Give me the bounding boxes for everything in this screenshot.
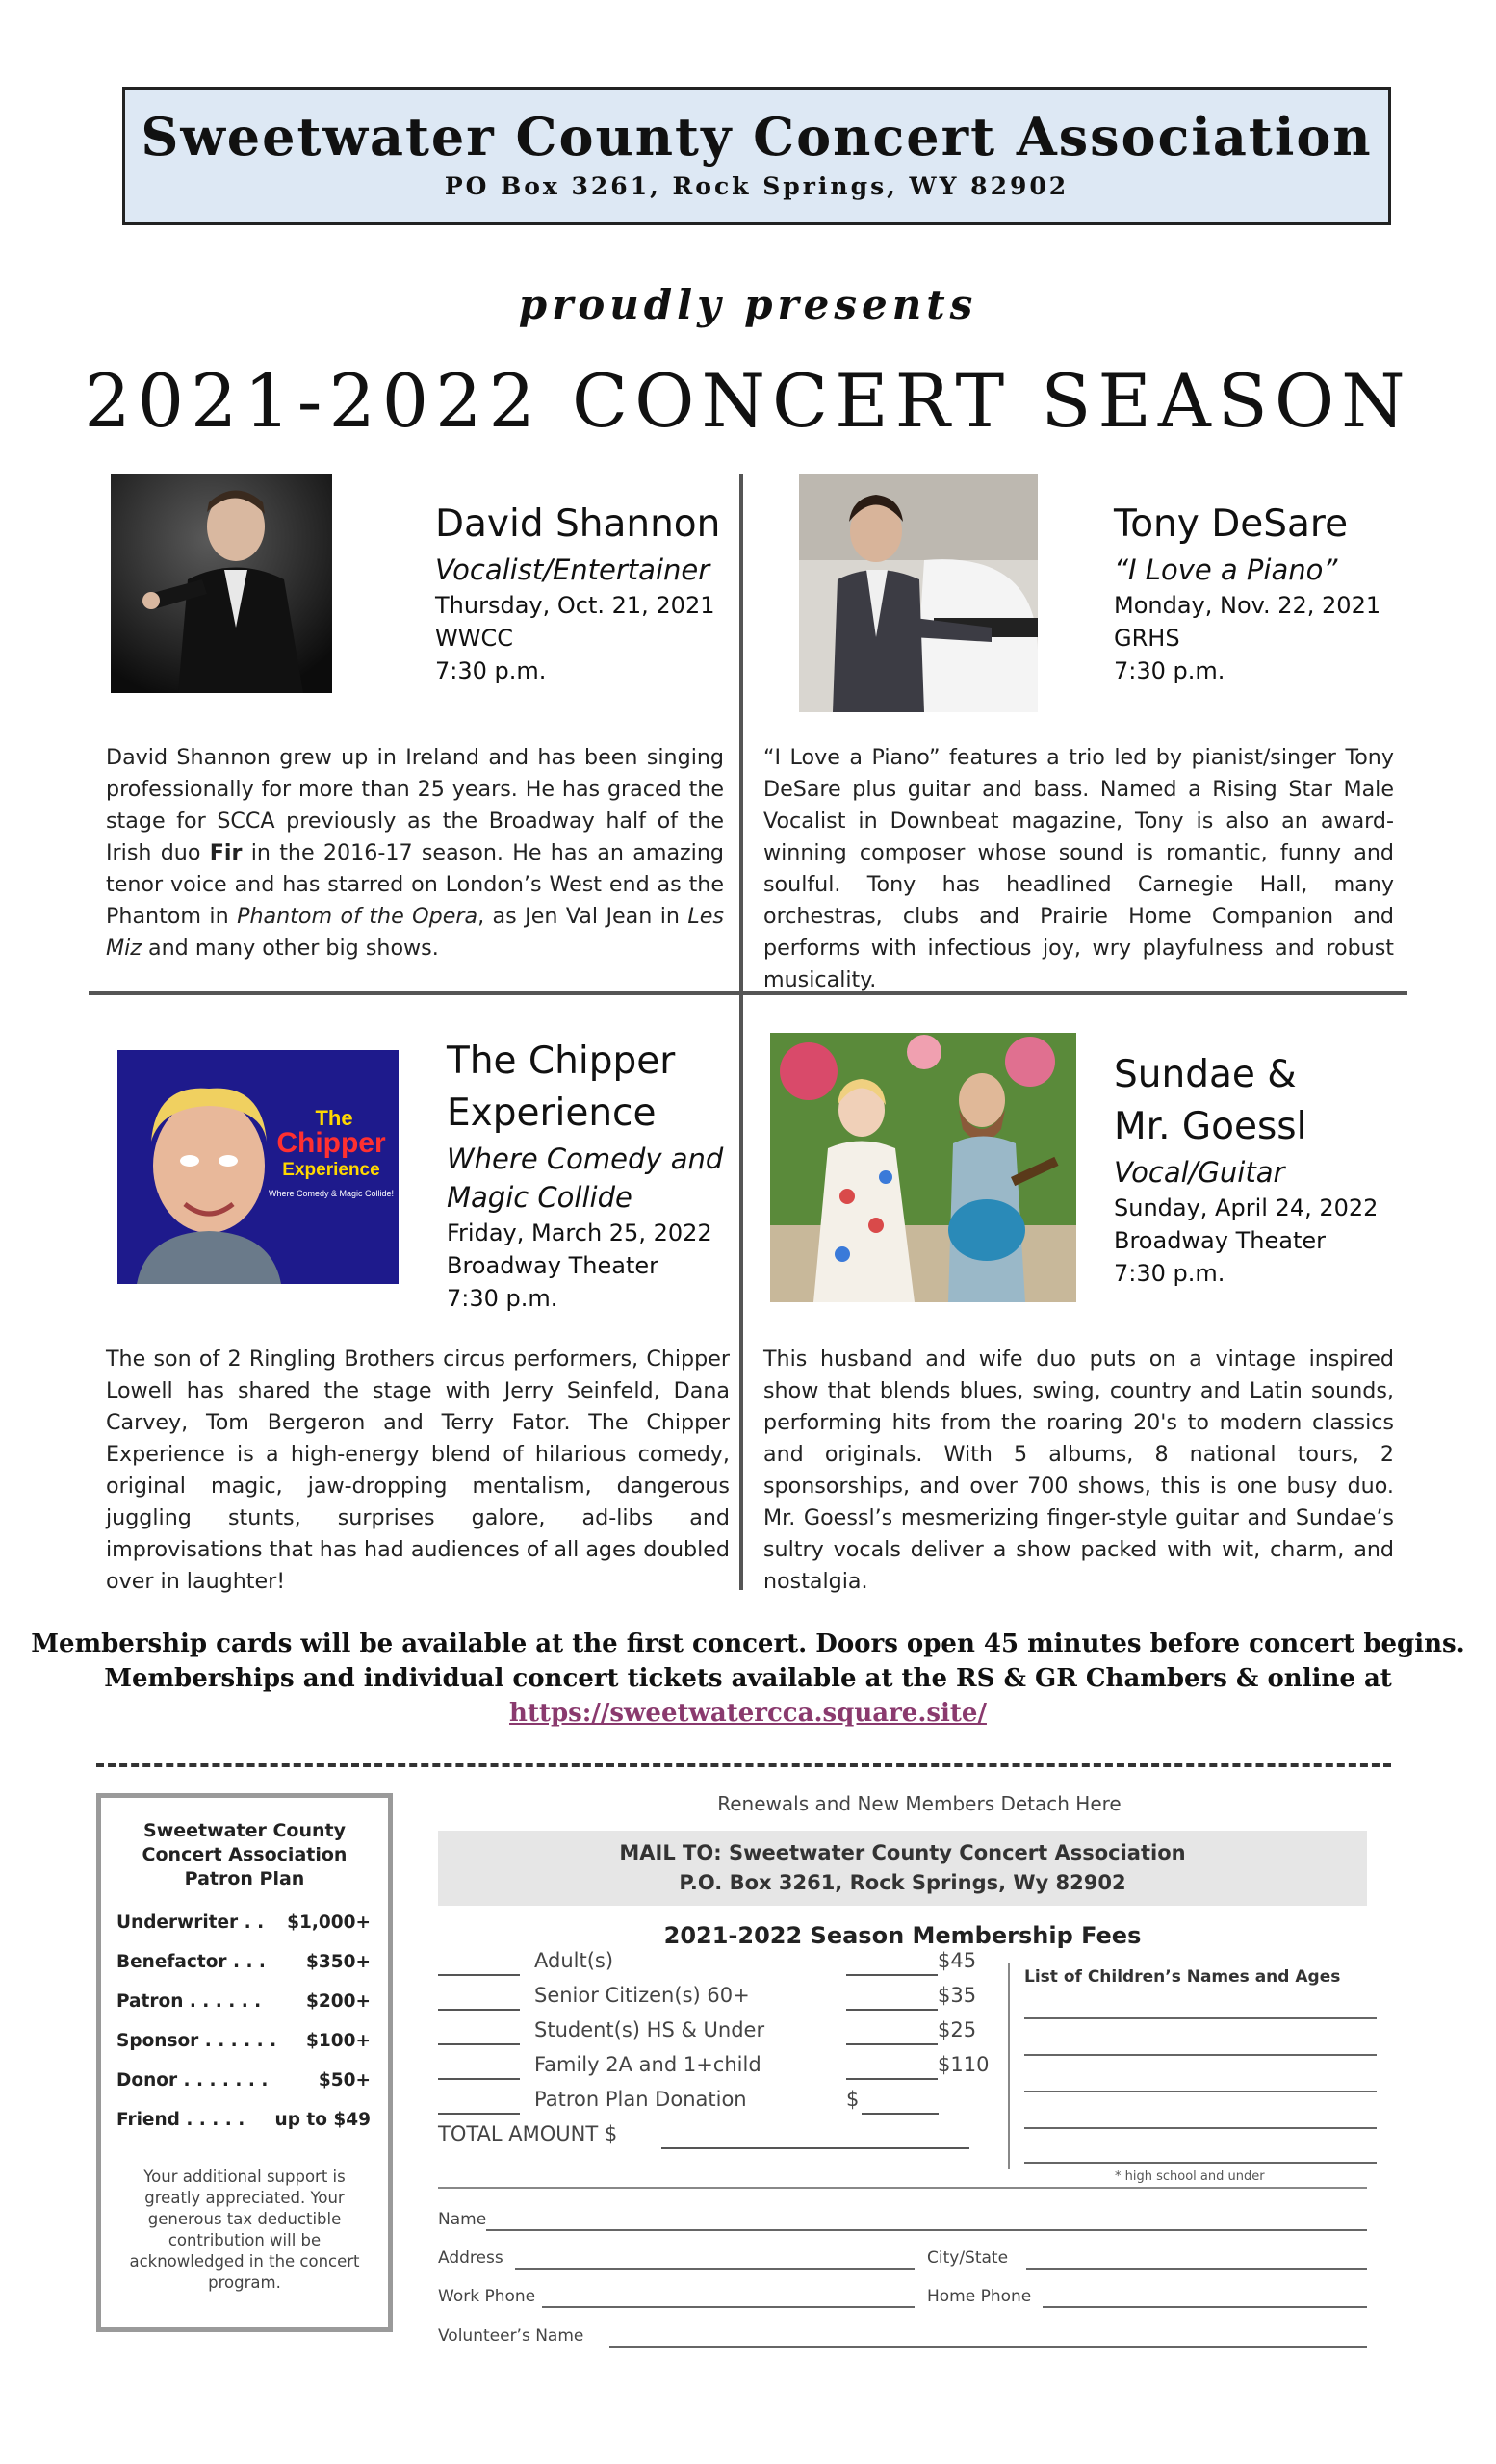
sundae-goessl-info xyxy=(1114,1049,1403,1290)
patron-level-friend: Friend . . . . . up to $49 xyxy=(116,2110,371,2130)
artist-time: 7:30 p.m. xyxy=(1114,1260,1225,1287)
sundae-goessl-bio: This husband and wife duo puts on a vintage inspired show that blends blues, swing, country and Latin sounds, performing hits from the roaring 20's to modern classics and originals. With 5 albums, 8 national tours, 2 sponsorships, and over 700 shows, this is one busy duo. Mr. Goessl’s mesmerizing finger-style guitar and Sundae’s sultry vocals deliver a show packed with wit, charm, and nostalgia. xyxy=(763,1347,1394,1594)
artist-date: Thursday, Oct. 21, 2021 xyxy=(435,592,715,619)
volunteer-label: Volunteer’s Name xyxy=(438,2326,584,2346)
notice-line1: Membership cards will be available at the first concert. Doors open 45 minutes before concert begins. xyxy=(31,1630,1465,1658)
children-list-title: List of Children’s Names and Ages xyxy=(1024,1967,1341,1987)
patron-level-benefactor: Benefactor . . . $350+ xyxy=(116,1952,371,1972)
logo-experience: Experience xyxy=(282,1160,380,1180)
volunteer-field[interactable] xyxy=(609,2346,1367,2348)
child-entry-line[interactable] xyxy=(1024,2162,1377,2164)
artist-tagline: Vocal/Guitar xyxy=(1114,1156,1285,1189)
detach-dashed-line xyxy=(96,1763,1391,1771)
header-box xyxy=(122,87,1391,225)
patron-note: Your additional support is greatly appreciated. Your generous tax deductible contribution will be acknowledged in the concert program. xyxy=(129,2168,360,2292)
children-footnote: * high school and under xyxy=(1115,2169,1265,2184)
artist-tagline-line1: Where Comedy and xyxy=(447,1142,724,1175)
home-phone-label: Home Phone xyxy=(927,2287,1032,2306)
divider-vertical-top xyxy=(739,474,743,991)
artist-name-line2: Experience xyxy=(447,1091,657,1135)
work-phone-field[interactable] xyxy=(542,2306,915,2308)
artist-tagline: “I Love a Piano” xyxy=(1114,553,1338,586)
artist-venue: WWCC xyxy=(435,625,513,652)
sundae-goessl-photo xyxy=(770,1033,1076,1302)
logo-the: The xyxy=(315,1106,353,1130)
patron-level-donor: Donor . . . . . . . $50+ xyxy=(116,2070,371,2091)
patron-levels xyxy=(101,1903,388,2140)
child-entry-line[interactable] xyxy=(1024,2127,1377,2129)
artist-date: Friday, March 25, 2022 xyxy=(447,1219,712,1246)
patron-plan-box xyxy=(96,1793,393,2332)
artist-tagline-line2: Magic Collide xyxy=(447,1181,632,1214)
david-shannon-info xyxy=(435,499,724,687)
david-shannon-bio: David Shannon grew up in Ireland and has been singing professionally for more than 25 years. He has graced the stage for SCCA previously as the Broadway half of the Irish duo Fir in the 2016-17 season. He has an amazing tenor voice and has starred on London’s West end as the Phantom in Phantom of the Opera, as Jen Val Jean in Les Miz and many other big shows. xyxy=(106,745,724,961)
artist-venue: Broadway Theater xyxy=(1114,1227,1326,1254)
child-entry-line[interactable] xyxy=(1024,2091,1377,2092)
chipper-info xyxy=(447,1036,735,1315)
artist-date: Monday, Nov. 22, 2021 xyxy=(1114,592,1381,619)
artist-name-line2: Mr. Goessl xyxy=(1114,1105,1307,1148)
logo-subtitle: Where Comedy & Magic Collide! xyxy=(268,1189,395,1198)
address-field[interactable] xyxy=(515,2268,915,2270)
logo-chipper: Chipper xyxy=(276,1127,386,1159)
patron-level-patron: Patron . . . . . . $200+ xyxy=(116,1991,371,2012)
season-title: 2021-2022 CONCERT SEASON xyxy=(84,358,1412,444)
detach-label: Renewals and New Members Detach Here xyxy=(717,1792,1122,1815)
form-separator xyxy=(438,2187,1367,2189)
name-field[interactable] xyxy=(486,2229,1367,2231)
divider-vertical-bottom xyxy=(739,995,743,1590)
artist-date: Sunday, April 24, 2022 xyxy=(1114,1194,1379,1221)
artist-time: 7:30 p.m. xyxy=(447,1285,558,1312)
tony-desare-info xyxy=(1114,499,1403,687)
david-shannon-photo xyxy=(111,474,332,693)
patron-level-sponsor: Sponsor . . . . . . $100+ xyxy=(116,2031,371,2051)
artist-name: Tony DeSare xyxy=(1114,502,1349,546)
artist-venue: GRHS xyxy=(1114,625,1180,652)
org-title: Sweetwater County Concert Association xyxy=(141,106,1373,167)
membership-notice xyxy=(0,1627,1496,1731)
artist-tagline: Vocalist/Entertainer xyxy=(435,553,710,586)
name-label: Name xyxy=(438,2210,487,2229)
home-phone-field[interactable] xyxy=(1043,2306,1367,2308)
work-phone-label: Work Phone xyxy=(438,2287,536,2306)
notice-line2: Memberships and individual concert tickets available at the RS & GR Chambers & online at xyxy=(104,1664,1392,1693)
artist-name-line1: The Chipper xyxy=(447,1040,676,1083)
artist-name: David Shannon xyxy=(435,502,721,546)
tony-desare-photo xyxy=(799,474,1038,712)
patron-level-underwriter: Underwriter . . $1,000+ xyxy=(116,1912,371,1933)
artist-time: 7:30 p.m. xyxy=(1114,657,1225,684)
fees-title: 2021-2022 Season Membership Fees xyxy=(663,1922,1142,1949)
artist-venue: Broadway Theater xyxy=(447,1252,658,1279)
presents-text: proudly presents xyxy=(518,281,978,328)
mail-to-box: MAIL TO: Sweetwater County Concert Association P.O. Box 3261, Rock Springs, Wy 82902 xyxy=(438,1831,1367,1906)
child-entry-line[interactable] xyxy=(1024,2017,1377,2019)
tony-desare-bio: “I Love a Piano” features a trio led by pianist/singer Tony DeSare plus guitar and bass. Named a Rising Star Male Vocalist in Downbeat magazine, Tony is also an award-winning composer whose sound is romantic, funny and soulful. Tony has headlined Carnegie Hall, many orchestras, clubs and Prairie Home Companion and performs with infectious joy, wry playfulness and robust musicality. xyxy=(763,745,1394,992)
city-state-label: City/State xyxy=(927,2248,1009,2268)
patron-title: Sweetwater County Concert Association Patron Plan xyxy=(142,1820,348,1889)
chipper-bio: The son of 2 Ringling Brothers circus performers, Chipper Lowell has shared the stage with Jerry Seinfeld, Dana Carvey, Tom Bergeron and Terry Fator. The Chipper Experience is a high-energy blend of hilarious comedy, original magic, jaw-dropping mentalism, dangerous juggling stunts, surprises galore, ad-libs and improvisations that has had audiences of all ages doubled over in laughter! xyxy=(106,1347,730,1594)
website-link[interactable]: https://sweetwatercca.square.site/ xyxy=(509,1699,987,1728)
artist-name-line1: Sundae & xyxy=(1114,1053,1297,1096)
children-divider xyxy=(1008,1964,1010,2169)
chipper-photo xyxy=(117,1050,399,1284)
org-address: PO Box 3261, Rock Springs, WY 82902 xyxy=(444,172,1070,200)
child-entry-line[interactable] xyxy=(1024,2054,1377,2056)
city-state-field[interactable] xyxy=(1026,2268,1367,2270)
artist-time: 7:30 p.m. xyxy=(435,657,547,684)
address-label: Address xyxy=(438,2248,503,2268)
